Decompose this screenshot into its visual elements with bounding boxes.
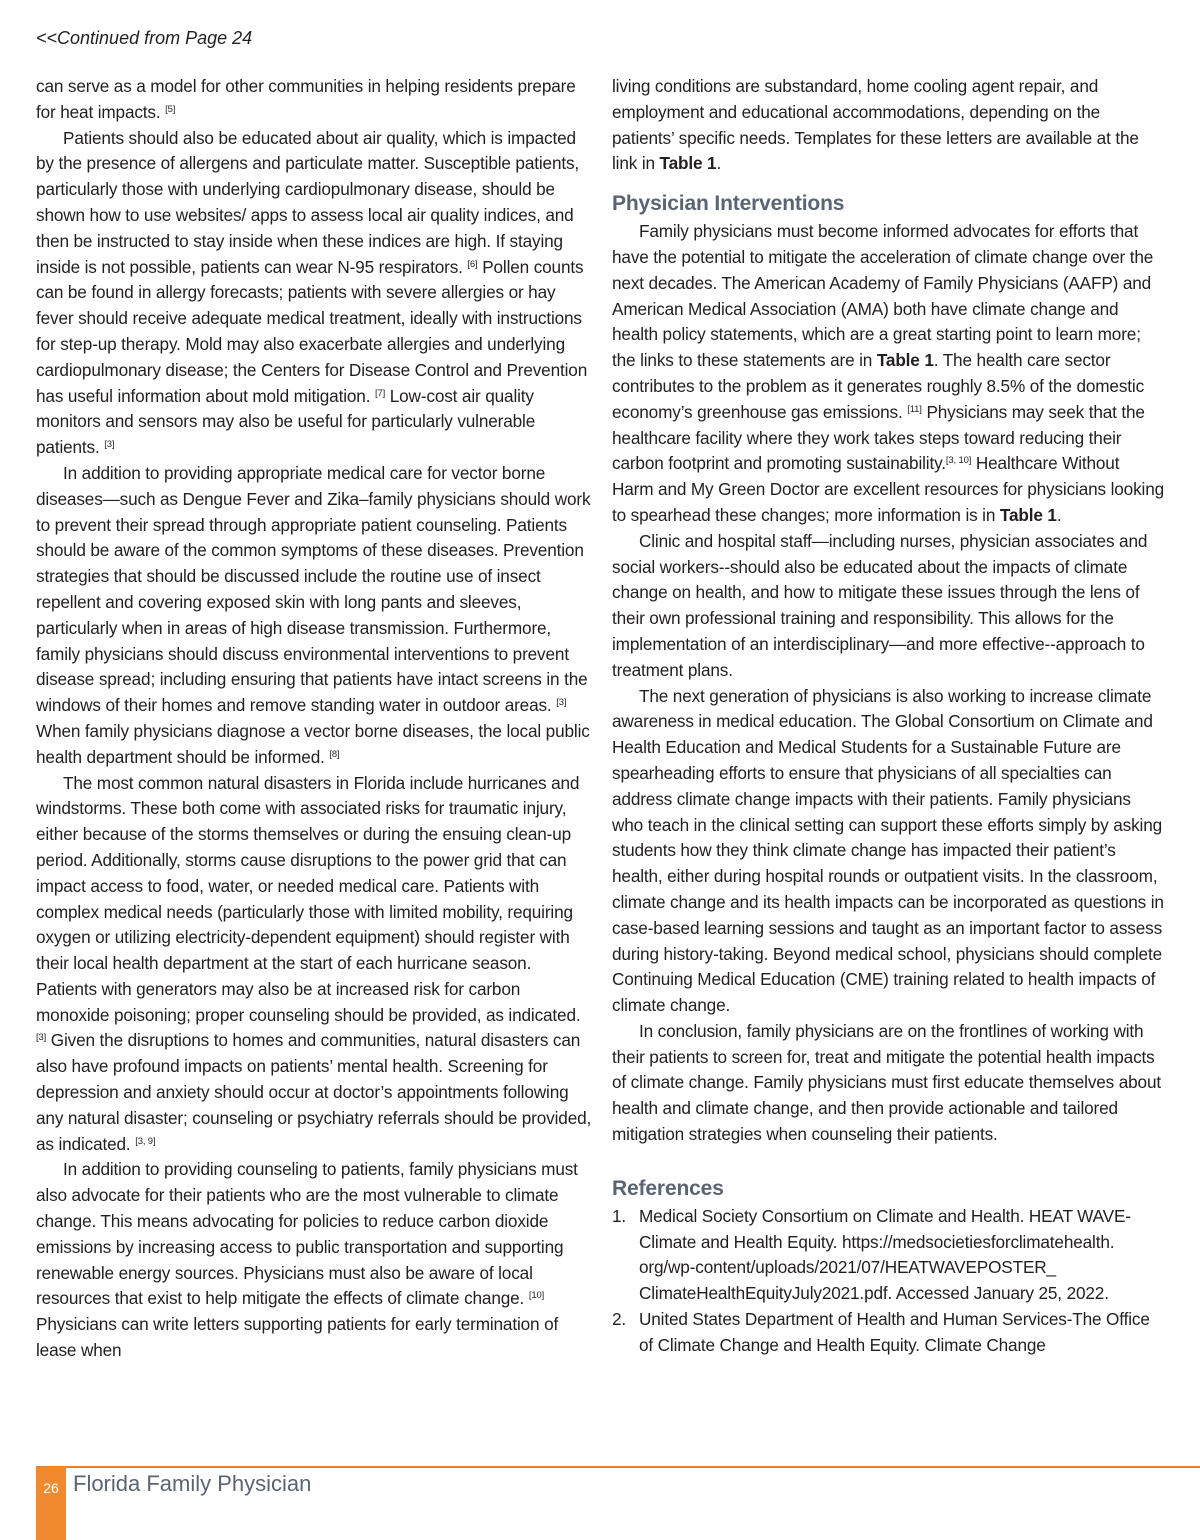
references-list [612,1204,1164,1359]
continued-from-label: <<Continued from Page 24 [36,28,253,48]
table-reference: Table 1 [999,504,1057,525]
citation: [3, 9] [135,1135,156,1147]
citation: [3] [104,439,115,451]
table-reference: Table 1 [659,153,717,174]
footer-rule [36,1466,1200,1468]
paragraph: In addition to providing appropriate medical care for vector borne diseases—such as Dengue Fever and Zika–family physicians should work to prevent their spread through appropriate patient counseling. Patients should be aware of the common symptoms of these diseases. Prevention strategies that should be discussed include the routine use of insect repellent and covering exposed skin with long pants and sleeves, particularly when in areas of high disease transmission. Furthermore, family physicians should discuss environmental interventions to prevent disease spread; including ensuring that patients have intact screens in the windows of their homes and remove standing water in outdoor areas. [3] When family physicians diagnose a vector borne diseases, the local public health department should be informed. [8] [36,462,591,767]
section-heading: Physician Interventions [612,192,845,216]
paragraph: Family physicians must become informed advocates for efforts that have the potential to mitigate the acceleration of climate change over the next decades. The American Academy of Family Physicians (AAFP) and American Medical Association (AMA) both have climate change and health policy statements, which are a great starting point to learn more; the links to these statements are in Table 1. The health care sector contributes to the problem as it generates roughly 8.5% of the domestic economy’s greenhouse gas emissions. [11] Physicians may seek that the healthcare facility where they work takes steps toward reducing their carbon footprint and promoting sustainability.[3, 10] Healthcare Without Harm and My Green Doctor are excellent resources for physicians looking to spearhead these changes; more information is in Table 1. [612,221,1165,525]
paragraph: living conditions are substandard, home cooling agent repair, and employment and educational accommodations, depending on the patients’ specific needs. Templates for these letters are available at the link in Table 1. [612,76,1139,174]
citation: [8] [329,748,340,760]
publication-name: Florida Family Physician [73,1471,312,1496]
citation: [10] [528,1290,545,1302]
citation: [3, 10] [945,455,972,467]
right-column [612,74,1164,1359]
citation: [7] [374,387,386,399]
footer-accent-bar [36,1467,66,1540]
paragraph: Patients should also be educated about air quality, which is impacted by the presence of allergens and particulate matter. Susceptible patients, particularly those with underlying cardiopulmonary disease, should be shown how to use websites/ apps to assess local air quality indices, and then be instructed to stay inside when these indices are high. If staying inside is not possible, patients can wear N-95 respirators. [6] Pollen counts can be found in allergy forecasts; patients with severe allergies or hay fever should receive adequate medical treatment, ideally with instructions for step-up therapy. Mold may also exacerbate allergies and underlying cardiopulmonary disease; the Centers for Disease Control and Prevention has useful information about mold mitigation. [7] Low-cost air quality monitors and sensors may also be useful for particularly vulnerable patients. [3] [36,127,588,458]
paragraph: can serve as a model for other communities in helping residents prepare for heat impacts. [5] [36,76,576,122]
table-reference: Table 1 [876,350,934,371]
paragraph: In addition to providing counseling to patients, family physicians must also advocate for their patients who are the most vulnerable to climate change. This means advocating for policies to reduce carbon dioxide emissions by increasing access to public transportation and supporting renewable energy sources. Physicians must also be aware of local resources that exist to help mitigate the effects of climate change. [10] Physicians can write letters supporting patients for early termination of lease when [36,1159,578,1361]
left-column [36,74,592,1364]
paragraph: In conclusion, family physicians are on the frontlines of working with their patients to screen for, treat and mitigate the potential health impacts of climate change. Family physicians must first educate themselves about health and climate change, and then provide actionable and tailored mitigation strategies when counseling their patients. [612,1020,1162,1145]
reference-item: 2. United States Department of Health and Human Services-The Office of Climate Change and Health Equity. Climate Change [612,1309,1150,1355]
reference-item: 1. Medical Society Consortium on Climate and Health. HEAT WAVE- Climate and Health Equity. https://medsocietiesforclimatehealth. org/wp-content/uploads/2021/07/HEATWAVEPOSTER_ ClimateHealthEquityJuly2021.pdf. Accessed January 25, 2022. [612,1205,1131,1304]
citation: [5] [165,103,176,115]
citation: [3] [36,1032,47,1044]
citation: [3] [556,697,567,709]
page-number: 26 [43,1480,59,1496]
citation: [11] [907,403,922,415]
paragraph: The next generation of physicians is also working to increase climate awareness in medical education. The Global Consortium on Climate and Health Education and Medical Students for a Sustainable Future are spearheading efforts to ensure that physicians of all specialties can address climate change impacts with their patients. Family physicians who teach in the clinical setting can support these efforts simply by asking students how they think climate change has impacted their patient’s health, either during hospital rounds or outpatient visits. In the classroom, climate change and its health impacts can be incorporated as questions in case-based learning sessions and taught as an important factor to assess during history-taking. Beyond medical school, physicians should complete Continuing Medical Education (CME) training related to health impacts of climate change. [612,685,1164,1016]
references-heading: References [612,1176,724,1200]
paragraph: Clinic and hospital staff—including nurses, physician associates and social workers--should also be educated about the impacts of climate change on health, and how to mitigate these issues through the lens of their own professional training and responsibility. This allows for the implementation of an interdisciplinary—and more effective--approach to treatment plans. [612,530,1148,680]
paragraph: The most common natural disasters in Florida include hurricanes and windstorms. These both come with associated risks for traumatic injury, either because of the storms themselves or during the ensuing clean-up period. Additionally, storms cause disruptions to the power grid that can impact access to food, water, or needed medical care. Patients with complex medical needs (particularly those with limited mobility, requiring oxygen or utilizing electricity-dependent equipment) should register with their local health department at the start of each hurricane season. Patients with generators may also be at increased risk for carbon monoxide poisoning; proper counseling should be provided, as indicated. [3] Given the disruptions to homes and communities, natural disasters can also have profound impacts on patients’ mental health. Screening for depression and anxiety should occur at doctor’s appointments following any natural disaster; counseling or psychiatry referrals should be provided, as indicated. [3, 9] [36,772,592,1154]
citation: [6] [467,258,478,270]
